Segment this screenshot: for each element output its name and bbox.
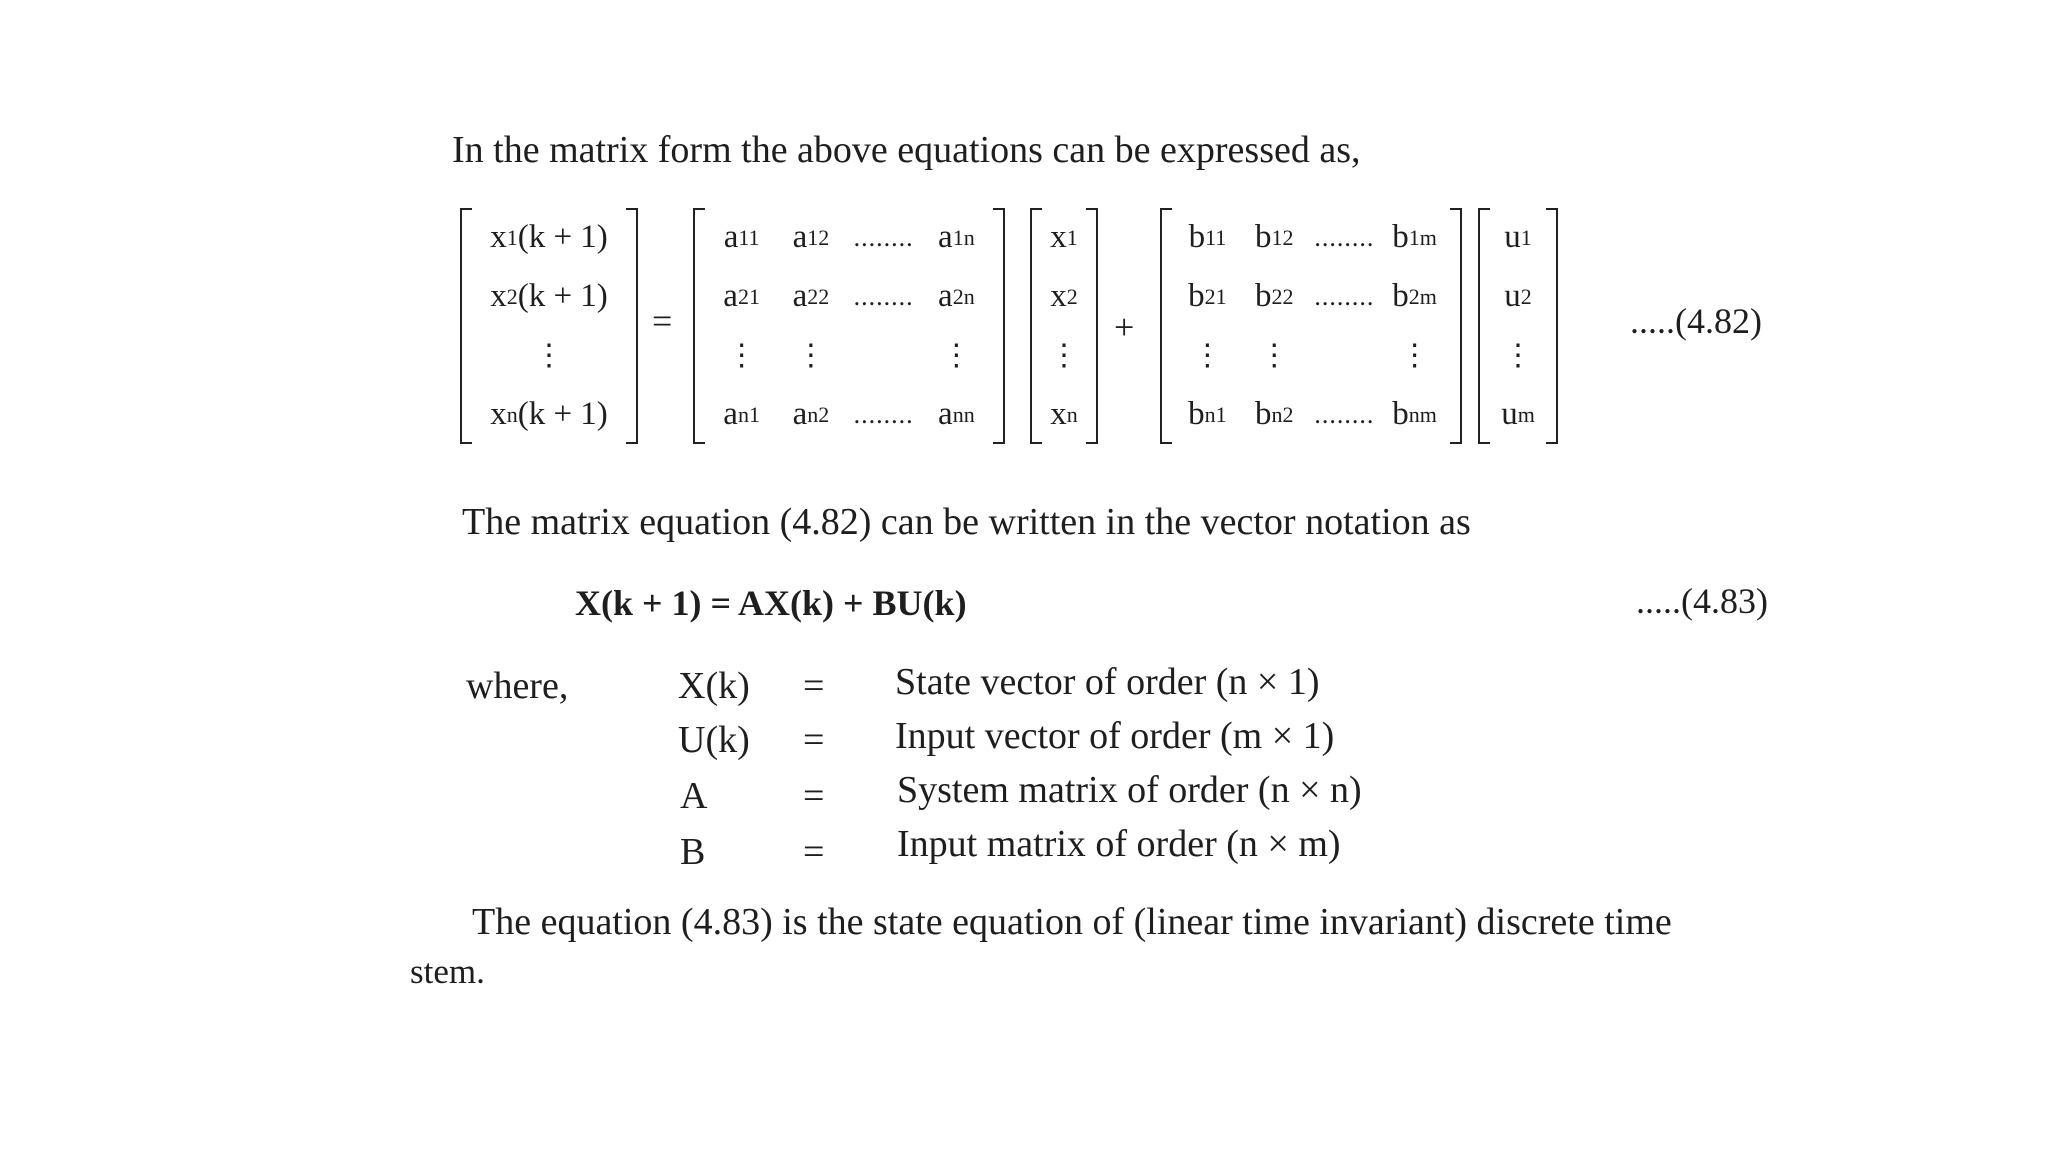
definition-symbol: U(k) [678, 719, 750, 761]
matrix-a-entry: a n1 [723, 396, 760, 432]
matrix-b-entry: b 11 [1188, 219, 1227, 255]
matrix-b-entry: b n1 [1188, 396, 1227, 432]
definition-equals: = [803, 665, 825, 707]
definition-meaning: Input vector of order (m × 1) [895, 715, 1335, 757]
matrix-a-entry: a 1n [938, 219, 975, 255]
matrix-a-dots: ........ [853, 399, 914, 429]
matrix-a-dots: ........ [853, 281, 914, 311]
vector-x-vdots: ⋮ [1049, 339, 1079, 372]
equation-number-4-82: .....(4.82) [1630, 301, 1762, 341]
matrix-a-vdots: ⋮ [795, 339, 826, 372]
matrix-b-dots: ........ [1314, 399, 1375, 429]
lhs-entry: x 1 (k + 1) [490, 219, 608, 255]
matrix-a-dots: ........ [853, 222, 914, 252]
definition-symbol: A [680, 775, 708, 817]
plus-sign: + [1114, 307, 1135, 347]
matrix-b-vdots: ⋮ [1259, 339, 1290, 372]
definition-meaning: System matrix of order (n × n) [897, 769, 1362, 811]
vector-u-vdots: ⋮ [1503, 339, 1533, 372]
definition-symbol: X(k) [678, 665, 750, 707]
matrix-b-dots: ........ [1314, 281, 1375, 311]
matrix-a-vdots: ⋮ [941, 339, 972, 372]
vector-x-entry: x n [1050, 396, 1078, 432]
lhs-vector [460, 208, 638, 444]
matrix-b-entry: b 21 [1188, 278, 1227, 314]
matrix-b-vdots: ⋮ [1399, 339, 1430, 372]
lhs-vdots: ⋮ [534, 339, 564, 372]
vector-u-entry: u m [1501, 396, 1535, 432]
definition-equals: = [803, 719, 825, 761]
matrix-a-entry: a 22 [792, 278, 830, 314]
matrix-b-entry: b 12 [1254, 219, 1294, 255]
definition-equals: = [803, 831, 825, 873]
equation-4-83: X(k + 1) = AX(k) + BU(k) [575, 583, 967, 623]
matrix-b-dots: ........ [1314, 222, 1375, 252]
vector-u [1478, 208, 1558, 444]
matrix-a-entry: a 2n [938, 278, 975, 314]
lhs-entry: x n (k + 1) [490, 396, 608, 432]
matrix-a [693, 208, 1005, 444]
definition-symbol: B [680, 831, 706, 873]
vector-x-entry: x 1 [1050, 219, 1078, 255]
vector-notation-text: The matrix equation (4.82) can be written in the vector notation as [462, 501, 1471, 543]
matrix-a-entry: a nn [938, 396, 975, 432]
matrix-a-entry: a n2 [792, 396, 830, 432]
definition-equals: = [803, 775, 825, 817]
matrix-b-entry: b 2m [1392, 278, 1437, 314]
matrix-a-entry: a 11 [723, 219, 760, 255]
vector-x-entry: x 2 [1050, 278, 1078, 314]
matrix-b-entry: b 1m [1392, 219, 1437, 255]
closing-text-line1: The equation (4.83) is the state equation of (linear time invariant) discrete time [472, 901, 1672, 943]
equals-sign: = [652, 301, 673, 341]
vector-u-entry: u 1 [1504, 219, 1532, 255]
lhs-entry: x 2 (k + 1) [490, 278, 608, 314]
matrix-b-entry: b nm [1392, 396, 1437, 432]
equation-number-4-83: .....(4.83) [1636, 581, 1768, 621]
where-label: where, [466, 665, 569, 707]
matrix-a-entry: a 21 [723, 278, 760, 314]
matrix-a-entry: a 12 [792, 219, 830, 255]
closing-text-line2: stem. [410, 952, 485, 991]
vector-u-entry: u 2 [1504, 278, 1532, 314]
definition-meaning: Input matrix of order (n × m) [897, 823, 1341, 865]
vector-x [1030, 208, 1098, 444]
matrix-a-vdots: ⋮ [726, 339, 757, 372]
matrix-b-vdots: ⋮ [1192, 339, 1223, 372]
definition-meaning: State vector of order (n × 1) [895, 661, 1320, 703]
matrix-b-entry: b 22 [1254, 278, 1294, 314]
intro-text: In the matrix form the above equations can be expressed as, [452, 129, 1361, 171]
matrix-b [1160, 208, 1462, 444]
matrix-b-entry: b n2 [1254, 396, 1294, 432]
